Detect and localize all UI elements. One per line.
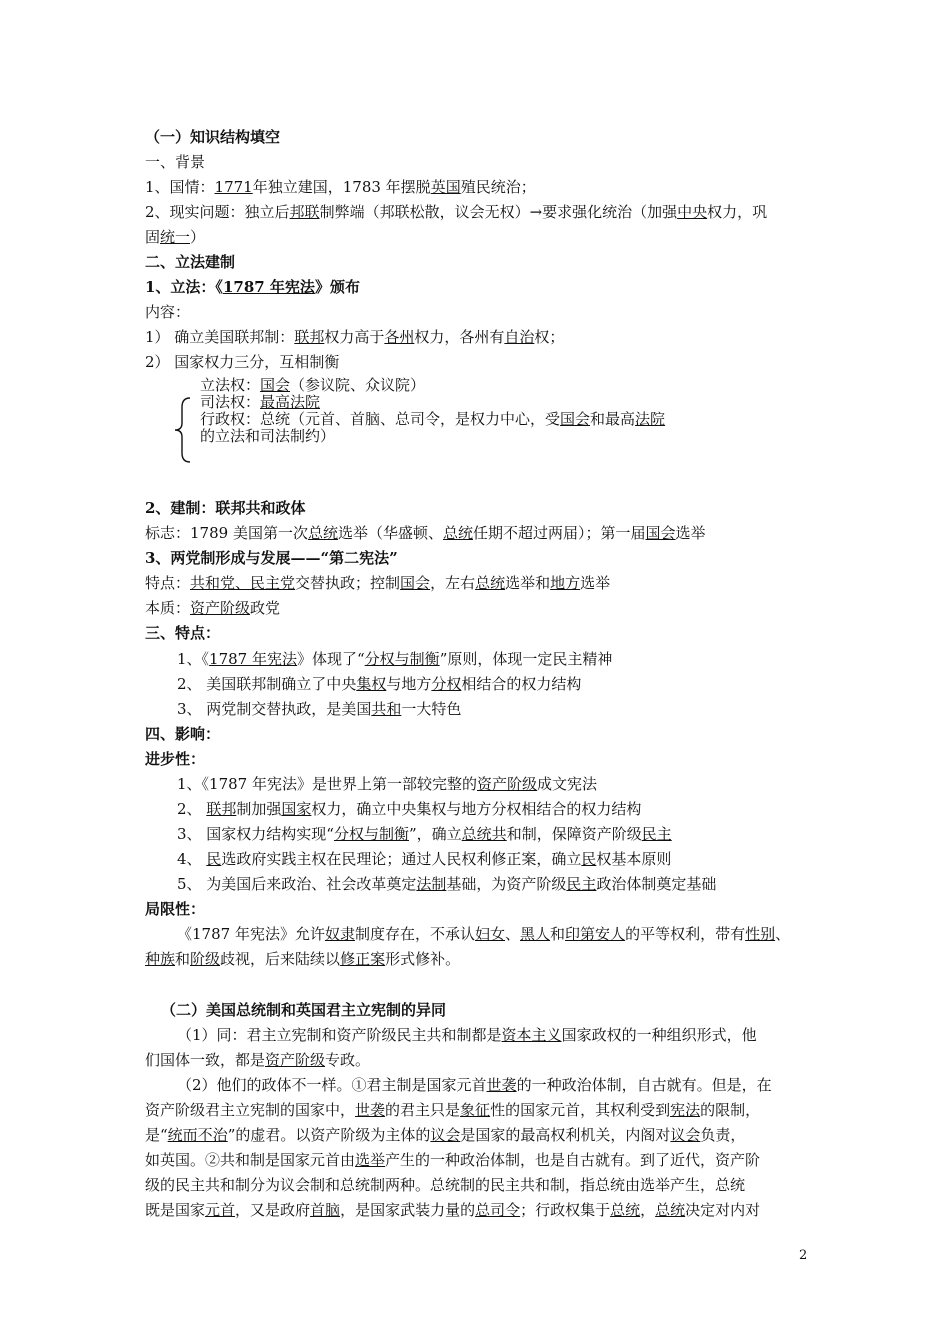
text-line: 特点：共和党、民主党交替执政；控制国会，左右总统选举和地方选举 bbox=[145, 574, 611, 592]
heading-influence: 四、影响： bbox=[145, 725, 221, 743]
content-label: 内容： bbox=[145, 303, 191, 321]
text-line: 们国体一致，都是资产阶级专政。 bbox=[145, 1051, 371, 1069]
text-line: 2、现实问题：独立后邦联制弊端（邦联松散，议会无权）→要求强化统治（加强中央权力，巩 bbox=[145, 203, 768, 221]
list-item: 5、 为美国后来政治、社会改革奠定法制基础，为资产阶级民主政治体制奠定基础 bbox=[177, 875, 717, 893]
heading-background: 一、背景 bbox=[145, 153, 206, 171]
section-heading-knowledge: （一）知识结构填空 bbox=[145, 128, 281, 146]
subheading-two-party: 3、两党制形成与发展——“第二宪法” bbox=[145, 549, 398, 567]
curly-brace bbox=[174, 397, 194, 463]
text-line: 级的民主共和制分为议会制和总统制两种。总统制的民主共和制，指总统由选举产生，总统 bbox=[145, 1176, 746, 1194]
brace-item-legislative: 立法权：国会（参议院、众议院） bbox=[200, 376, 426, 394]
text-line: 2） 国家权力三分，互相制衡 bbox=[145, 353, 340, 371]
text-line: 是“统而不治”的虚君。以资产阶级为主体的议会是国家的最高权利机关，内阁对议会负责， bbox=[145, 1126, 746, 1144]
list-item: 4、 民选政府实践主权在民理论；通过人民权利修正案，确立民权基本原则 bbox=[177, 850, 672, 868]
brace-item-executive-cont: 的立法和司法制约） bbox=[200, 427, 336, 445]
text-line: 如英国。②共和制是国家元首由选举产生的一种政治体制，也是自古就有。到了近代，资产阶 bbox=[145, 1151, 761, 1169]
text-line: 既是国家元首，又是政府首脑，是国家武装力量的总司令；行政权集于总统，总统决定对内对 bbox=[145, 1201, 761, 1219]
subheading-limitations: 局限性： bbox=[145, 900, 206, 918]
brace-item-judicial: 司法权：最高法院 bbox=[200, 393, 321, 411]
list-item: 3、 两党制交替执政，是美国共和一大特色 bbox=[177, 700, 462, 718]
heading-legislation: 二、立法建制 bbox=[145, 253, 236, 271]
text-line: 《1787 年宪法》允许奴隶制度存在，不承认妇女、黑人和印第安人的平等权利，带有性别、 bbox=[177, 925, 791, 943]
brace-item-executive: 行政权：总统（元首、首脑、总司令，是权力中心，受国会和最高法院 bbox=[200, 410, 666, 428]
text-line: 1） 确立美国联邦制：联邦权力高于各州权力，各州有自治权； bbox=[145, 328, 565, 346]
text-line: 种族和阶级歧视，后来陆续以修正案形式修补。 bbox=[145, 950, 461, 968]
subheading-federal-republic: 2、建制：联邦共和政体 bbox=[145, 499, 306, 517]
section-heading-comparison: （二）美国总统制和英国君主立宪制的异同 bbox=[161, 1001, 447, 1019]
text-line: （2）他们的政体不一样。①君主制是国家元首世袭的一种政治体制，自古就有。但是，在 bbox=[177, 1076, 772, 1094]
list-item: 1、《1787 年宪法》是世界上第一部较完整的资产阶级成文宪法 bbox=[177, 775, 598, 793]
text-line: （1）同：君主立宪制和资产阶级民主共和制都是资本主义国家政权的一种组织形式，他 bbox=[177, 1026, 757, 1044]
text-line: 标志：1789 美国第一次总统选举（华盛顿、总统任期不超过两届）；第一届国会选举 bbox=[145, 524, 706, 542]
text-line: 资产阶级君主立宪制的国家中，世袭的君主只是象征性的国家元首，其权利受到宪法的限制， bbox=[145, 1101, 761, 1119]
heading-features: 三、特点： bbox=[145, 624, 221, 642]
subheading-legislation: 1、立法：《1787 年宪法》颁布 bbox=[145, 278, 360, 296]
text-line: 1、国情：1771年独立建国，1783 年摆脱英国殖民统治； bbox=[145, 178, 536, 196]
list-item: 1、《1787 年宪法》体现了“分权与制衡”原则，体现一定民主精神 bbox=[177, 650, 613, 668]
list-item: 2、 联邦制加强国家权力，确立中央集权与地方分权相结合的权力结构 bbox=[177, 800, 642, 818]
text-line: 本质：资产阶级政党 bbox=[145, 599, 281, 617]
subheading-progressive: 进步性： bbox=[145, 750, 206, 768]
text-line: 固统一） bbox=[145, 228, 206, 246]
list-item: 3、 国家权力结构实现“分权与制衡”，确立总统共和制，保障资产阶级民主 bbox=[177, 825, 672, 843]
page-number: 2 bbox=[799, 1248, 808, 1263]
list-item: 2、 美国联邦制确立了中央集权与地方分权相结合的权力结构 bbox=[177, 675, 582, 693]
